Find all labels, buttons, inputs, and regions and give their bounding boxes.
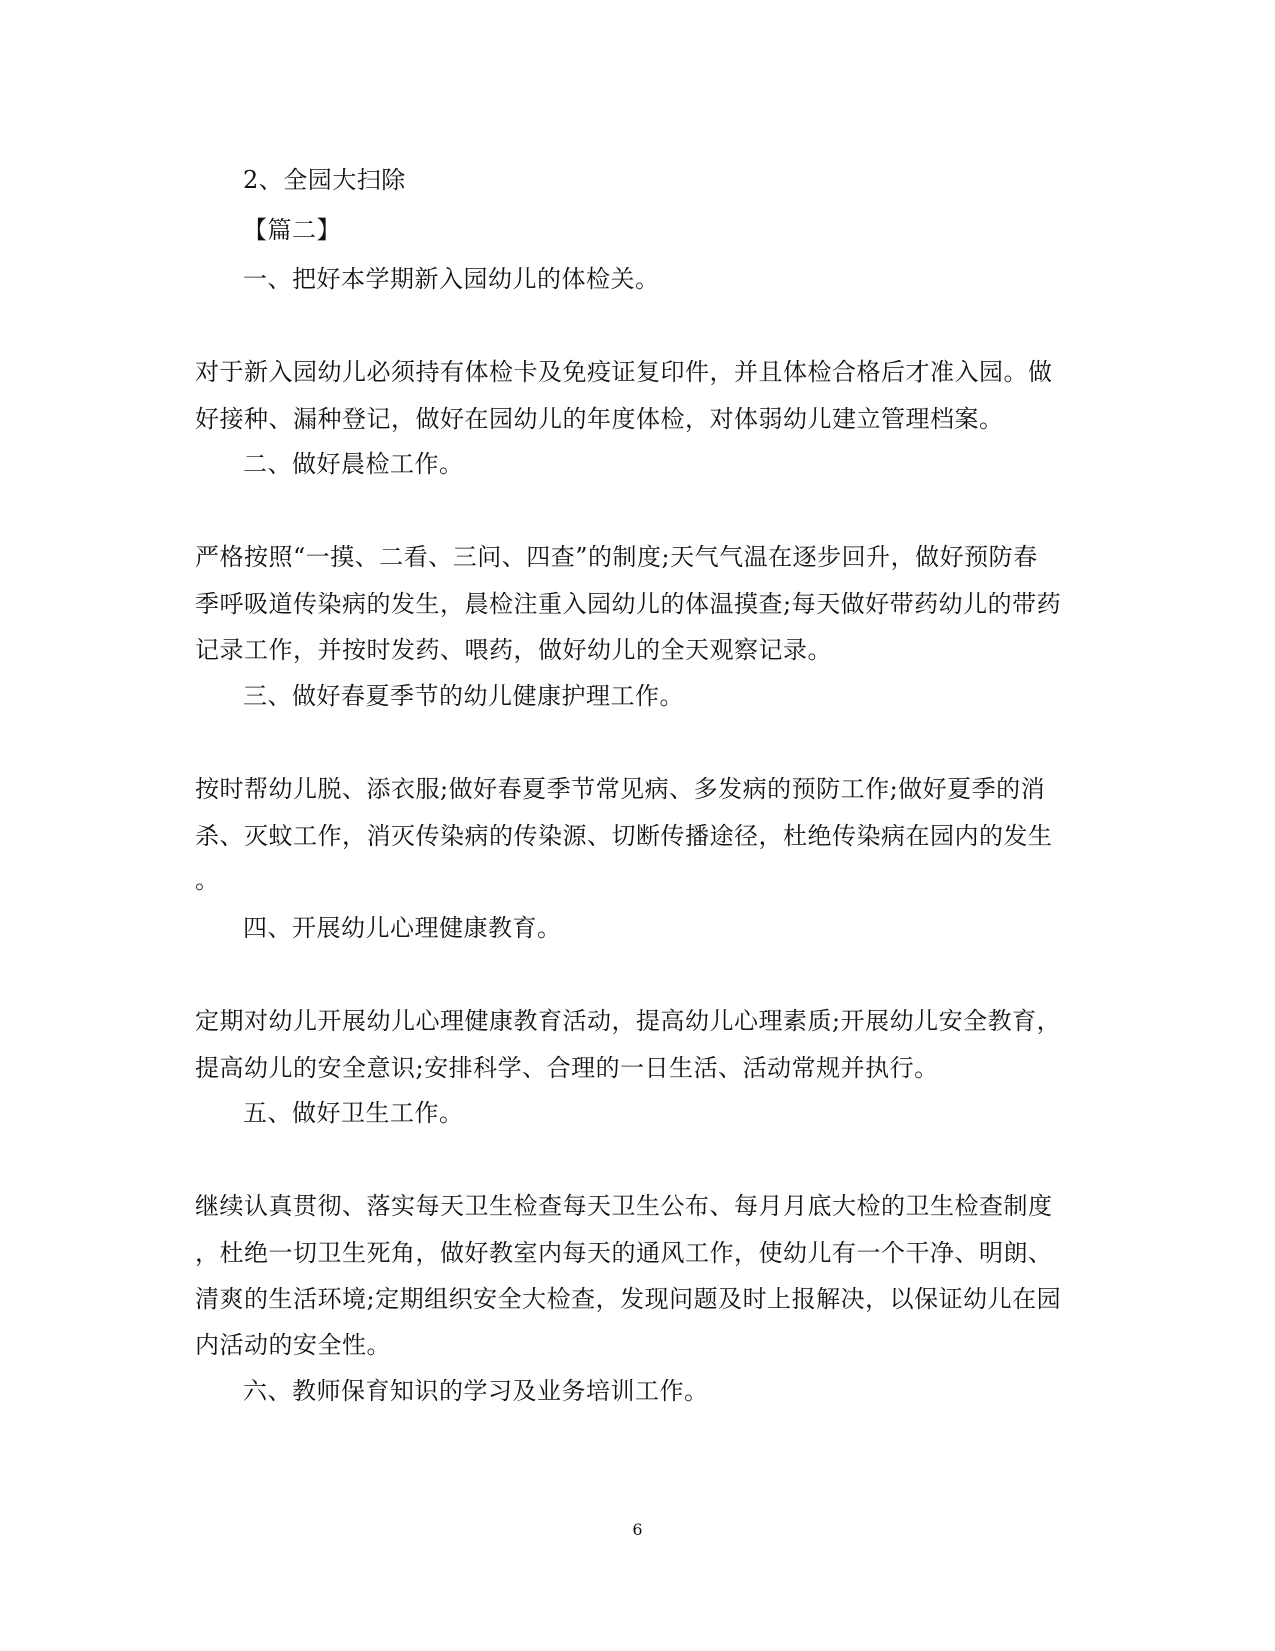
paragraph-line: 对于新入园幼儿必须持有体检卡及免疫证复印件，并且体检合格后才准入园。做: [195, 358, 1053, 386]
paragraph-line: 继续认真贯彻、落实每天卫生检查每天卫生公布、每月月底大检的卫生检查制度: [195, 1192, 1053, 1220]
paragraph-line: 好接种、漏种登记，做好在园幼儿的年度体检，对体弱幼儿建立管理档案。: [195, 405, 1004, 433]
paragraph-line: 严格按照“一摸、二看、三问、四查”的制度;天气气温在逐步回升，做好预防春: [195, 543, 1038, 571]
paragraph-line: 记录工作，并按时发药、喂药，做好幼儿的全天观察记录。: [195, 636, 832, 664]
paragraph-line: 清爽的生活环境;定期组织安全大检查，发现问题及时上报解决，以保证幼儿在园: [195, 1285, 1062, 1313]
paragraph-line: 杀、灭蚊工作，消灭传染病的传染源、切断传播途径，杜绝传染病在园内的发生: [195, 822, 1053, 850]
heading-item-3: 三、做好春夏季节的幼儿健康护理工作。: [243, 682, 684, 710]
heading-item-2: 二、做好晨检工作。: [243, 450, 464, 478]
paragraph-line: 提高幼儿的安全意识;安排科学、合理的一日生活、活动常规并执行。: [195, 1054, 939, 1082]
paragraph-line: 季呼吸道传染病的发生，晨检注重入园幼儿的体温摸查;每天做好带药幼儿的带药: [195, 590, 1062, 618]
paragraph-line: ，杜绝一切卫生死角，做好教室内每天的通风工作，使幼儿有一个干净、明朗、: [195, 1239, 1053, 1267]
paragraph-line: 定期对幼儿开展幼儿心理健康教育活动，提高幼儿心理素质;开展幼儿安全教育，: [195, 1007, 1062, 1035]
heading-item-6: 六、教师保育知识的学习及业务培训工作。: [243, 1377, 709, 1405]
paragraph-line: 内活动的安全性。: [195, 1331, 391, 1359]
heading-item-1: 一、把好本学期新入园幼儿的体检关。: [243, 265, 660, 293]
paragraph-line: 按时帮幼儿脱、添衣服;做好春夏季节常见病、多发病的预防工作;做好夏季的消: [195, 775, 1046, 803]
heading-item-4: 四、开展幼儿心理健康教育。: [243, 914, 562, 942]
heading-item-5: 五、做好卫生工作。: [243, 1099, 464, 1127]
page-number: 6: [632, 1520, 643, 1539]
paragraph-line: 。: [195, 866, 220, 894]
list-item-cleaning: 2、全园大扫除: [243, 166, 406, 194]
section-heading-part-two: 【篇二】: [243, 216, 341, 244]
